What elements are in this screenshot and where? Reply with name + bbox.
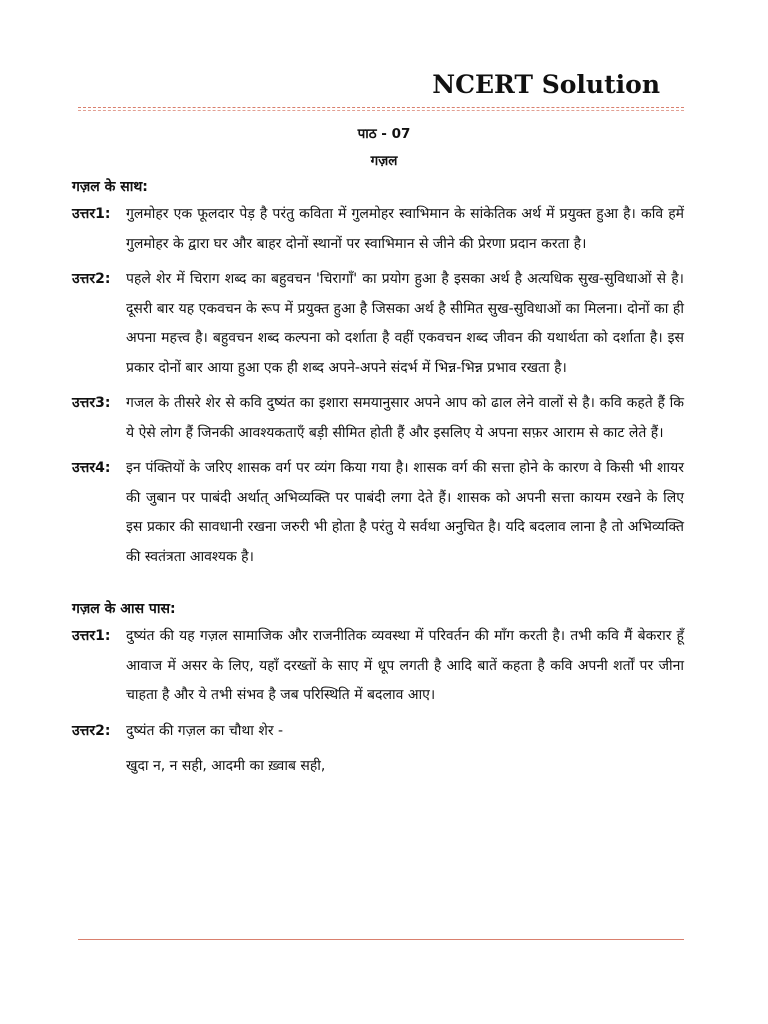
section-ghazal-ke-saath — [72, 174, 684, 572]
section-heading: गज़ल के साथ: — [72, 179, 148, 195]
document-body — [72, 174, 684, 782]
answer-item — [72, 717, 684, 747]
answer-text: दुष्यंत की यह गज़ल सामाजिक और राजनीतिक व्यवस्था में परिवर्तन की माँग करती है। तभी कवि मैं बेकरार हूँ आवाज में असर के लिए, यहाँ दरख्तों के साए में धूप लगती है आदि बातें कहता है कवि अपनी शर्तों पर जीना चाहता है और ये तभी संभव है जब परिस्थिति में बदलाव आए। — [126, 628, 684, 703]
answer-text: दुष्यंत की गज़ल का चौथा शेर - — [126, 722, 284, 739]
lesson-name: गज़ल — [370, 153, 398, 169]
section-ghazal-ke-aas-paas — [72, 596, 684, 782]
answer-text: गुलमोहर एक फूलदार पेड़ है परंतु कविता में गुलमोहर स्वाभिमान के सांकेतिक अर्थ में प्रयुक्त हुआ है। कवि हमें गुलमोहर के द्वारा घर और बाहर दोनों स्थानों पर स्वाभिमान से जीने की प्रेरणा प्रदान करता है। — [126, 206, 684, 252]
answer-item — [72, 454, 684, 572]
answer-item — [72, 622, 684, 711]
page-title: NCERT Solution — [432, 70, 660, 99]
answer-label: उत्तर3: — [72, 395, 111, 411]
answer-label: उत्तर1: — [72, 206, 111, 222]
answer-text: गजल के तीसरे शेर से कवि दुष्यंत का इशारा समयानुसार अपने आप को ढाल लेने वालों से है। कवि कहते हैं कि ये ऐसे लोग हैं जिनकी आवश्यकताएँ बड़ी सीमित होती हैं और इसलिए ये अपना सफ़र आराम से काट लेते हैं। — [126, 395, 684, 441]
header-divider — [78, 107, 684, 108]
answer-label: उत्तर2: — [72, 271, 111, 287]
section-heading: गज़ल के आस पास: — [72, 601, 176, 617]
answer-label: उत्तर1: — [72, 628, 111, 644]
lesson-number: पाठ - 07 — [357, 126, 411, 142]
answer-label: उत्तर2: — [72, 722, 111, 739]
answer-text: पहले शेर में चिराग शब्द का बहुवचन 'चिरागाँ' का प्रयोग हुआ है इसका अर्थ है अत्यधिक सुख-सुविधाओं से है। दूसरी बार यह एकवचन के रूप में प्रयुक्त हुआ है जिसका अर्थ है सीमित सुख-सुविधाओं का मिलना। दोनों का ही अपना महत्त्व है। बहुवचन शब्द कल्पना को दर्शाता है वहीं एकवचन शब्द जीवन की यथार्थता को दर्शाता है। इस प्रकार दोनों बार आया हुआ एक ही शब्द अपने-अपने संदर्भ में भिन्न-भिन्न प्रभाव रखता है। — [126, 271, 684, 376]
section-spacer — [72, 578, 684, 596]
answer-item — [72, 265, 684, 383]
answer-item — [72, 200, 684, 259]
answer-label: उत्तर4: — [72, 460, 111, 476]
header-divider-secondary — [78, 110, 684, 111]
answer-text: इन पंक्तियों के जरिए शासक वर्ग पर व्यंग किया गया है। शासक वर्ग की सत्ता होने के कारण वे किसी भी शायर की जुबान पर पाबंदी अर्थात् अभिव्यक्ति पर पाबंदी लगा देते हैं। शासक को अपनी सत्ता कायम रखने के लिए इस प्रकार की सावधानी रखना जरुरी भी होता है परंतु ये सर्वथा अनुचित है। यदि बदलाव लाना है तो अभिव्यक्ति की स्वतंत्रता आवश्यक है। — [126, 460, 684, 565]
footer-divider — [78, 939, 684, 940]
poem-line: खुदा न, न सही, आदमी का ख़्वाब सही, — [126, 758, 326, 774]
answer-item — [72, 389, 684, 448]
